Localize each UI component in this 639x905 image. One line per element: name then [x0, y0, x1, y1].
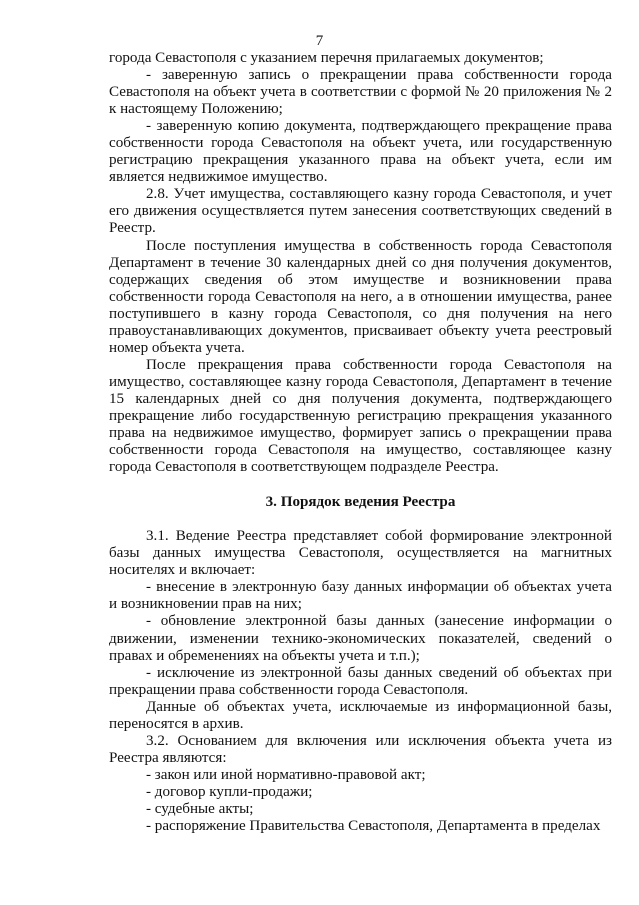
- list-item-remove-data: - исключение из электронной базы данных сведений об объектах при прекращении права собственности города Севастополя.: [109, 664, 612, 698]
- list-item-add-data: - внесение в электронную базу данных информации об объектах учета и возникновении прав на них;: [109, 579, 612, 613]
- paragraph-3-1: 3.1. Ведение Реестра представляет собой формирование электронной базы данных имущества Севастополя, осуществляется на магнитных носителях и включает:: [109, 528, 612, 579]
- section-spacer: [109, 511, 612, 528]
- paragraph-3-2: 3.2. Основанием для включения или исключения объекта учета из Реестра являются:: [109, 732, 612, 766]
- list-item-update-data: - обновление электронной базы данных (занесение информации о движении, изменении технико-экономических показателей, сведений о правах и обременениях на объекты учета и т.п.);: [109, 613, 612, 664]
- list-item-termination-record: - заверенную запись о прекращении права собственности города Севастополя на объект учета в соответствии с формой № 20 приложения № 2 к настоящему Положению;: [109, 67, 612, 118]
- section-heading: 3. Порядок ведения Реестра: [265, 494, 456, 511]
- document-body: [109, 50, 612, 835]
- list-item-sale-contract: - договор купли-продажи;: [146, 783, 313, 800]
- list-item-government-order: - распоряжение Правительства Севастополя, Департамента в пределах: [146, 818, 601, 835]
- list-item-certified-copy: - заверенную копию документа, подтверждающего прекращение права собственности города Севастополя на объект учета, или государственную регистрацию прекращения указанного права на объект учета, если им является недвижимое имущество.: [109, 118, 612, 186]
- page-number: 7: [315, 33, 324, 49]
- section-spacer: [109, 476, 612, 494]
- paragraph-continuation: города Севастополя с указанием перечня прилагаемых документов;: [109, 50, 544, 66]
- list-item-court-acts: - судебные акты;: [146, 800, 254, 817]
- paragraph-after-termination: После прекращения права собственности города Севастополя на имущество, составляющее казну города Севастополя, Департамент в течение 15 календарных дней со дня получения документа, подтверждающего прекращение либо государственную регистрацию прекращения указанного права на недвижимое имущество, формирует запись о прекращении права собственности города Севастополя на имущество, составляющее казну города Севастополя в соответствующем подразделе Реестра.: [109, 356, 612, 476]
- paragraph-after-receipt: После поступления имущества в собственность города Севастополя Департамент в течение 30 календарных дней со дня получения документов, содержащих сведения об этом имуществе и возникновении права собственности города Севастополя на него, а в отношении имущества, ранее поступившего в казну города Севастополя, со дня получения на него правоустанавливающих документов, присваивает объекту учета реестровый номер объекта учета.: [109, 237, 612, 356]
- list-item-law: - закон или иной нормативно-правовой акт;: [146, 766, 426, 783]
- paragraph-2-8: 2.8. Учет имущества, составляющего казну города Севастополя, и учет его движения осуществляется путем занесения соответствующих сведений в Реестр.: [109, 186, 612, 237]
- paragraph-archive: Данные об объектах учета, исключаемые из информационной базы, переносятся в архив.: [109, 698, 612, 732]
